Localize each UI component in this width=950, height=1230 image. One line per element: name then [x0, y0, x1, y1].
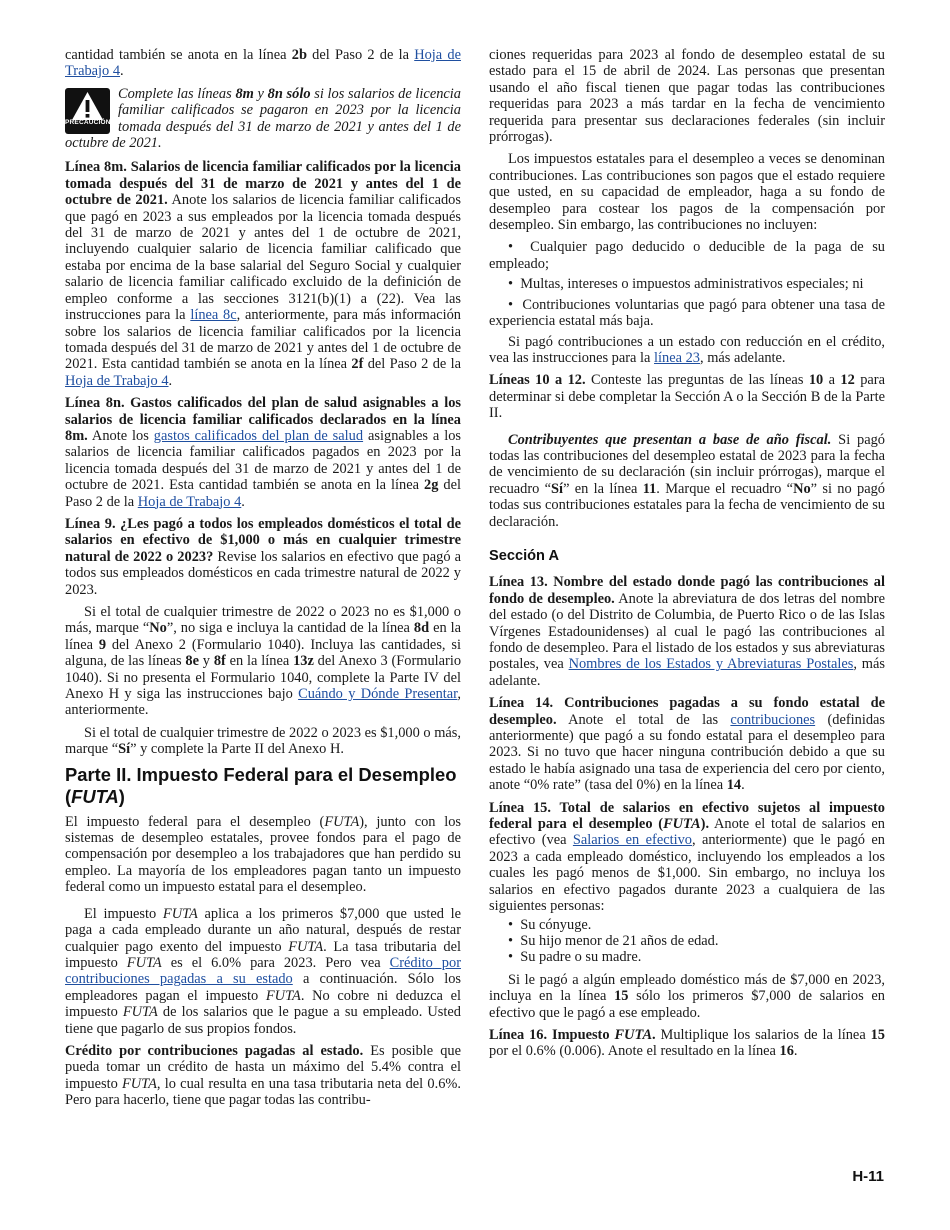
list-item: • Su padre o su madre.	[508, 949, 642, 966]
left-column	[65, 47, 461, 1115]
part-2-heading: Parte II. Impuesto Federal para el Desempleo (FUTA)	[65, 763, 457, 807]
list-item: • Su cónyuge.	[508, 916, 592, 933]
bullet-item: • Multas, intereses o impuestos administrativos especiales; ni	[508, 276, 864, 293]
lines-10-12-paragraph: Líneas 10 a 12. Conteste las preguntas de las líneas 10 a 12 para determinar si debe completar la Sección A o la Sección B de la Parte II.	[489, 372, 885, 422]
link-credito-por-contribuciones[interactable]: Crédito por contribuciones pagadas a su estado	[65, 954, 461, 988]
reduced-credit-paragraph: Si pagó contribuciones a un estado con reducción en el crédito, vea las instrucciones para la línea 23, más adelante.	[489, 333, 885, 366]
excluded-persons-list	[489, 917, 885, 966]
line-9-heading: Línea 9. ¿Les pagó a todos los empleados domésticos el total de salarios en efectivo de $1,000 o más en cualquier trimestre natural de 2022 o 2023?	[65, 515, 461, 565]
line-13-paragraph: Línea 13. Nombre del estado donde pagó las contribuciones al fondo de desempleo. Anote la abreviatura de dos letras del nombre del estado (o del Distrito de Columbia, de Puerto Rico o de las Islas Vírgenes Estadounidenses) al cual le pagó las contribuciones al fondo de desempleo. Para el listado de los estados y sus abreviaturas postales, vea Nombres de los Estados y Abreviaturas Postales, más adelante.	[489, 574, 885, 689]
futa-rate-paragraph: El impuesto FUTA aplica a los primeros $7,000 que usted le paga a cada empleado durante un año natural, después de restar cualquier pago exento del impuesto FUTA. La tasa tributaria del impuesto FUTA es el 6.0% para 2023. Pero vea Crédito por contribuciones pagadas a su estado a continuación. Sólo los empleadores pagan el impuesto FUTA. No cobre ni deduzca el impuesto FUTA de los salarios que le pague a su empleado. Usted tiene que pagarlo de sus propios fondos.	[65, 905, 462, 1037]
line-8m-heading: Línea 8m. Salarios de licencia familiar calificados por la licencia tomada después del 31 de marzo de 2021 y antes del 1 de octubre de 2021.	[65, 159, 461, 209]
line-9-paragraph: Línea 9. ¿Les pagó a todos los empleados domésticos el total de salarios en efectivo de $1,000 o más en cualquier trimestre natural de 2022 o 2023? Revise los salarios en efectivo que pagó a todos sus empleados domésticos en cada trimestre natural de 2022 y 2023.	[65, 515, 462, 598]
caution-icon	[65, 88, 110, 134]
list-item: • Su hijo menor de 21 años de edad.	[508, 932, 719, 949]
link-salarios-en-efectivo[interactable]: Salarios en efectivo	[572, 832, 692, 849]
right-column	[489, 47, 885, 1066]
line-16-heading: Línea 16. Impuesto FUTA.	[489, 1026, 656, 1043]
lines-10-12-heading: Líneas 10 a 12.	[489, 372, 586, 389]
line-15-heading: Línea 15. Total de salarios en efectivo sujetos al impuesto federal para el desempleo (FUTA).	[489, 799, 885, 833]
link-hoja-de-trabajo-4[interactable]: Hoja de Trabajo 4	[65, 372, 169, 389]
link-gastos-calificados[interactable]: gastos calificados del plan de salud	[153, 427, 364, 444]
paragraph-continuation-right: ciones requeridas para 2023 al fondo de desempleo estatal de su estado para el 15 de abril de 2024. Las personas que presentan usando el año fiscal tienen que pagar todas las contribuciones requeridas para 2023 a más tardar en la fecha de vencimiento requerida para presentar sus declaraciones federales (sin incluir prórrogas).	[489, 47, 885, 146]
line-16-paragraph: Línea 16. Impuesto FUTA. Multiplique los salarios de la línea 15 por el 0.6% (0.006). Anote el resultado en la línea 16.	[489, 1026, 885, 1060]
link-cuando-y-donde-presentar[interactable]: Cuándo y Dónde Presentar	[298, 686, 458, 703]
link-contribuciones[interactable]: contribuciones	[730, 711, 816, 728]
line-13-heading: Línea 13. Nombre del estado donde pagó las contribuciones al fondo de desempleo.	[489, 574, 885, 607]
futa-intro-paragraph: El impuesto federal para el desempleo (FUTA), junto con los sistemas de desempleo estatales, provee fondos para el pago de compensación por desempleo a los trabajadores que han perdido su empleo. La mayoría de los empleadores pagan tanto un impuesto federal como un impuesto estatal para el desempleo.	[65, 813, 461, 896]
paragraph-continuation: cantidad también se anota en la línea 2b del Paso 2 de la Hoja de Trabajo 4.	[65, 47, 461, 80]
bullet-item: • Contribuciones voluntarias que pagó para obtener una tasa de experiencia estatal más baja.	[489, 296, 885, 330]
section-a-heading: Sección A	[489, 547, 560, 564]
link-hoja-de-trabajo-4[interactable]: Hoja de Trabajo 4	[137, 493, 242, 510]
caution-note: PRECAUCIÓN Complete las líneas 8m y 8n sólo si los salarios de licencia familiar calificados se pagaron en 2023 por la licencia tomada después del 31 de marzo de 2021 y antes del 1 de octubre de 2021.	[65, 85, 461, 152]
line-15-paragraph: Línea 15. Total de salarios en efectivo sujetos al impuesto federal para el desempleo (FUTA). Anote el total de salarios en efectivo (vea Salarios en efectivo, anteriormente) que le pagó en 2023 a cada empleado doméstico, incluyendo los empleados a los cuales les pagó menos de $1,000. Sin embargo, no incluya los salarios en efectivo pagados durante 2023 a cualquiera de las siguientes personas:	[489, 799, 886, 915]
link-linea-8c[interactable]: línea 8c	[190, 307, 237, 324]
link-nombres-de-los-estados[interactable]: Nombres de los Estados y Abreviaturas Postales	[568, 656, 854, 673]
bullet-item: • Cualquier pago deducido o deducible de la paga de su empleado;	[489, 239, 886, 272]
caution-label: PRECAUCIÓN	[65, 119, 111, 127]
fiscal-year-paragraph: Contribuyentes que presentan a base de año fiscal. Si pagó todas las contribuciones del desempleo estatal de 2023 para la fecha de vencimiento de su declaración (sin incluir prórrogas), marque el recuadro “Sí” en la línea 11. Marque el recuadro “No” si no pagó todas sus contribuciones estatales para la fecha de vencimiento de su declaración.	[489, 431, 886, 530]
line-9-yes-paragraph: Si el total de cualquier trimestre de 2022 o 2023 es $1,000 o más, marque “Sí” y complete la Parte II del Anexo H.	[65, 724, 461, 758]
line-14-paragraph: Línea 14. Contribuciones pagadas a su fondo estatal de desempleo. Anote el total de las contribuciones (definidas anteriormente) que pagó a su fondo estatal para el desempleo para 2023. Si no tuvo que hacer ninguna contribución debido a que su estado le había asignado una tasa de experiencia del cero por ciento, anote “0% rate” (tasa del 0%) en la línea 14.	[489, 695, 886, 794]
link-hoja-de-trabajo-4[interactable]: Hoja de Trabajo 4	[65, 47, 461, 80]
line-8n-heading: Línea 8n. Gastos calificados del plan de salud asignables a los salarios de licencia familiar calificados declarados en la línea 8m.	[65, 395, 461, 444]
state-taxes-paragraph: Los impuestos estatales para el desempleo a veces se denominan contribuciones. Las contribuciones son pagos que el estado requiere que usted, en su capacidad de empleador, haga a su fondo de desempleo para costear los pagos de la compensación por desempleo. Sin embargo, las contribuciones no incluyen:	[489, 151, 885, 234]
line-15-limit-paragraph: Si le pagó a algún empleado doméstico más de $7,000 en 2023, incluya en la línea 15 sólo los primeros $7,000 de salarios en efectivo que le pagó a ese empleado.	[489, 971, 885, 1021]
link-linea-23[interactable]: línea 23	[654, 349, 700, 366]
fiscal-year-heading: Contribuyentes que presentan a base de año fiscal.	[508, 431, 832, 448]
page-number: H-11	[852, 1168, 884, 1185]
state-credit-heading: Crédito por contribuciones pagadas al estado.	[65, 1042, 364, 1059]
line-9-no-paragraph: Si el total de cualquier trimestre de 2022 o 2023 no es $1,000 o más, marque “No”, no siga e incluya la cantidad de la línea 8d en la línea 9 del Anexo 2 (Formulario 1040). Incluya las cantidades, si alguna, de las líneas 8e y 8f en la línea 13z del Anexo 3 (Formulario 1040). Si no presenta el Formulario 1040, complete la Parte IV del Anexo H y siga las instrucciones bajo Cuándo y Dónde Presentar, anteriormente.	[65, 604, 462, 719]
line-14-heading: Línea 14. Contribuciones pagadas a su fondo estatal de desempleo.	[489, 695, 885, 728]
line-8m-paragraph: Línea 8m. Salarios de licencia familiar calificados por la licencia tomada después del 31 de marzo de 2021 y antes del 1 de octubre de 2021. Anote los salarios de licencia familiar calificados que pagó en 2023 a sus empleados por la licencia tomada después del 31 de marzo de 2021 y antes del 1 de octubre de 2021, incluyendo cualquier salario de licencia familiar calificado que estaba por encima de la base salarial del Seguro Social y cualquier salario de licencia familiar calificado excluido de la definición de empleo conforme a las secciones 3121(b)(1) a (22). Vea las instrucciones para la línea 8c, anteriormente, para más información sobre los salarios de licencia familiar calificados por la licencia tomada después del 31 de marzo de 2021 y antes del 1 de octubre de 2021. Esta cantidad también se anota en la línea 2f del Paso 2 de la Hoja de Trabajo 4.	[65, 159, 462, 389]
state-credit-paragraph: Crédito por contribuciones pagadas al estado. Es posible que pueda tomar un crédito de hasta un máximo del 5.4% contra el impuesto FUTA, lo cual resulta en una tasa tributaria neta del 0.6%. Pero para hacerlo, tiene que pagar todas las contribu-	[65, 1042, 461, 1109]
line-8n-paragraph: Línea 8n. Gastos calificados del plan de salud asignables a los salarios de licencia familiar calificados declarados en la línea 8m. Anote los gastos calificados del plan de salud asignables a los salarios de licencia familiar calificados pagados en 2023 por la licencia tomada después del 31 de marzo de 2021 y antes del 1 de octubre de 2021. Esta cantidad también se anota en la línea 2g del Paso 2 de la Hoja de Trabajo 4.	[65, 395, 462, 510]
